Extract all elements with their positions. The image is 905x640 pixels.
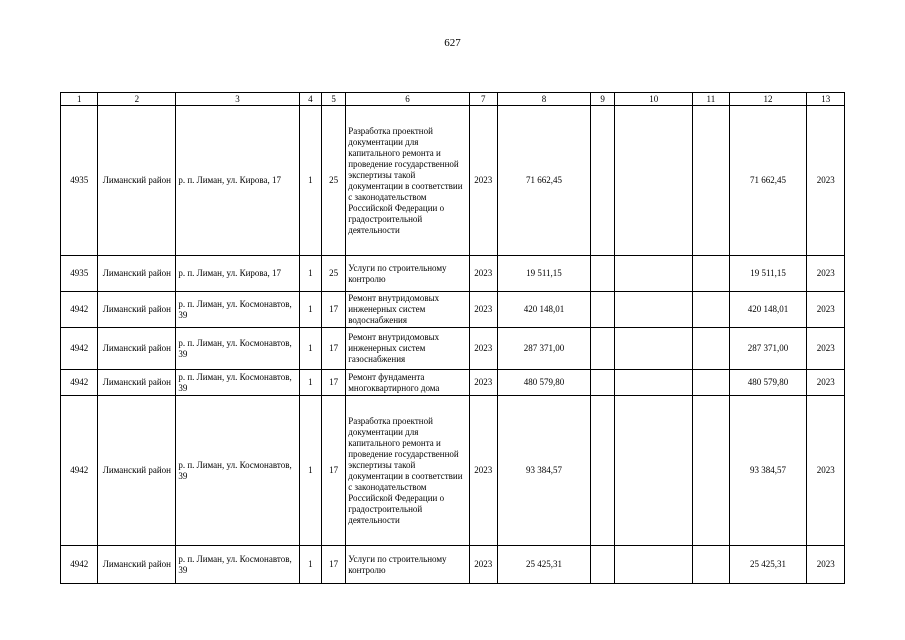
cell-col1: 4935 bbox=[61, 256, 98, 292]
cell-col10 bbox=[615, 328, 693, 370]
cell-col1: 4942 bbox=[61, 292, 98, 328]
cell-col13: 2023 bbox=[807, 256, 845, 292]
header-cell: 4 bbox=[299, 93, 321, 106]
cell-col5: 17 bbox=[321, 328, 345, 370]
cell-col2: Лиманский район bbox=[98, 256, 176, 292]
table-row bbox=[61, 546, 845, 584]
cell-col8: 287 371,00 bbox=[497, 328, 590, 370]
cell-col10 bbox=[615, 292, 693, 328]
header-cell: 13 bbox=[807, 93, 845, 106]
cell-col2: Лиманский район bbox=[98, 292, 176, 328]
cell-col8: 93 384,57 bbox=[497, 396, 590, 546]
cell-col12: 71 662,45 bbox=[729, 106, 807, 256]
cell-col2: Лиманский район bbox=[98, 106, 176, 256]
cell-col9 bbox=[591, 396, 615, 546]
cell-col1: 4942 bbox=[61, 546, 98, 584]
header-cell: 2 bbox=[98, 93, 176, 106]
cell-col6: Услуги по строительному контролю bbox=[346, 546, 469, 584]
table-row bbox=[61, 106, 845, 256]
cell-col2: Лиманский район bbox=[98, 328, 176, 370]
cell-col9 bbox=[591, 256, 615, 292]
cell-col10 bbox=[615, 256, 693, 292]
header-cell: 11 bbox=[693, 93, 729, 106]
table-row bbox=[61, 256, 845, 292]
cell-col6: Разработка проектной документации для капитального ремонта и проведение государственной экспертизы такой документации в соответствии с законодательством Российской Федерации о градостроительной деятельности bbox=[346, 106, 469, 256]
cell-col3: р. п. Лиман, ул. Космонавтов, 39 bbox=[176, 370, 299, 396]
table-row bbox=[61, 370, 845, 396]
cell-col12: 480 579,80 bbox=[729, 370, 807, 396]
header-cell: 8 bbox=[497, 93, 590, 106]
cell-col4: 1 bbox=[299, 546, 321, 584]
cell-col7: 2023 bbox=[469, 370, 497, 396]
cell-col3: р. п. Лиман, ул. Космонавтов, 39 bbox=[176, 396, 299, 546]
header-cell: 9 bbox=[591, 93, 615, 106]
cell-col9 bbox=[591, 106, 615, 256]
cell-col10 bbox=[615, 396, 693, 546]
header-cell: 10 bbox=[615, 93, 693, 106]
cell-col11 bbox=[693, 328, 729, 370]
cell-col5: 25 bbox=[321, 256, 345, 292]
cell-col1: 4935 bbox=[61, 106, 98, 256]
header-cell: 1 bbox=[61, 93, 98, 106]
cell-col12: 25 425,31 bbox=[729, 546, 807, 584]
cell-col5: 17 bbox=[321, 546, 345, 584]
cell-col12: 420 148,01 bbox=[729, 292, 807, 328]
cell-col11 bbox=[693, 396, 729, 546]
cell-col3: р. п. Лиман, ул. Космонавтов, 39 bbox=[176, 546, 299, 584]
cell-col7: 2023 bbox=[469, 328, 497, 370]
cell-col3: р. п. Лиман, ул. Космонавтов, 39 bbox=[176, 292, 299, 328]
header-cell: 6 bbox=[346, 93, 469, 106]
cell-col8: 25 425,31 bbox=[497, 546, 590, 584]
cell-col9 bbox=[591, 546, 615, 584]
page-number: 627 bbox=[444, 37, 461, 49]
cell-col9 bbox=[591, 328, 615, 370]
cell-col2: Лиманский район bbox=[98, 396, 176, 546]
cell-col1: 4942 bbox=[61, 328, 98, 370]
cell-col13: 2023 bbox=[807, 292, 845, 328]
cell-col5: 17 bbox=[321, 292, 345, 328]
cell-col13: 2023 bbox=[807, 328, 845, 370]
cell-col5: 17 bbox=[321, 370, 345, 396]
cell-col7: 2023 bbox=[469, 396, 497, 546]
cell-col4: 1 bbox=[299, 396, 321, 546]
cell-col3: р. п. Лиман, ул. Космонавтов, 39 bbox=[176, 328, 299, 370]
cell-col12: 93 384,57 bbox=[729, 396, 807, 546]
register-table bbox=[60, 92, 845, 584]
cell-col10 bbox=[615, 546, 693, 584]
cell-col4: 1 bbox=[299, 292, 321, 328]
cell-col5: 17 bbox=[321, 396, 345, 546]
cell-col8: 480 579,80 bbox=[497, 370, 590, 396]
cell-col13: 2023 bbox=[807, 370, 845, 396]
cell-col11 bbox=[693, 256, 729, 292]
cell-col1: 4942 bbox=[61, 370, 98, 396]
header-cell: 5 bbox=[321, 93, 345, 106]
cell-col7: 2023 bbox=[469, 106, 497, 256]
cell-col11 bbox=[693, 370, 729, 396]
cell-col10 bbox=[615, 370, 693, 396]
cell-col9 bbox=[591, 370, 615, 396]
cell-col3: р. п. Лиман, ул. Кирова, 17 bbox=[176, 106, 299, 256]
cell-col6: Ремонт внутридомовых инженерных систем водоснабжения bbox=[346, 292, 469, 328]
header-cell: 3 bbox=[176, 93, 299, 106]
cell-col4: 1 bbox=[299, 370, 321, 396]
cell-col6: Услуги по строительному контролю bbox=[346, 256, 469, 292]
cell-col2: Лиманский район bbox=[98, 370, 176, 396]
cell-col7: 2023 bbox=[469, 546, 497, 584]
header-cell: 7 bbox=[469, 93, 497, 106]
cell-col10 bbox=[615, 106, 693, 256]
cell-col7: 2023 bbox=[469, 256, 497, 292]
table-row bbox=[61, 292, 845, 328]
cell-col4: 1 bbox=[299, 256, 321, 292]
cell-col2: Лиманский район bbox=[98, 546, 176, 584]
cell-col13: 2023 bbox=[807, 106, 845, 256]
cell-col6: Разработка проектной документации для капитального ремонта и проведение государственной экспертизы такой документации в соответствии с законодательством Российской Федерации о градостроительной деятельности bbox=[346, 396, 469, 546]
cell-col7: 2023 bbox=[469, 292, 497, 328]
cell-col4: 1 bbox=[299, 328, 321, 370]
cell-col11 bbox=[693, 106, 729, 256]
cell-col13: 2023 bbox=[807, 546, 845, 584]
cell-col9 bbox=[591, 292, 615, 328]
header-cell: 12 bbox=[729, 93, 807, 106]
cell-col8: 71 662,45 bbox=[497, 106, 590, 256]
cell-col1: 4942 bbox=[61, 396, 98, 546]
cell-col12: 19 511,15 bbox=[729, 256, 807, 292]
cell-col4: 1 bbox=[299, 106, 321, 256]
cell-col13: 2023 bbox=[807, 396, 845, 546]
cell-col5: 25 bbox=[321, 106, 345, 256]
table-row bbox=[61, 396, 845, 546]
cell-col6: Ремонт фундамента многоквартирного дома bbox=[346, 370, 469, 396]
cell-col8: 19 511,15 bbox=[497, 256, 590, 292]
cell-col11 bbox=[693, 292, 729, 328]
header-row bbox=[61, 93, 845, 106]
cell-col6: Ремонт внутридомовых инженерных систем газоснабжения bbox=[346, 328, 469, 370]
cell-col8: 420 148,01 bbox=[497, 292, 590, 328]
cell-col3: р. п. Лиман, ул. Кирова, 17 bbox=[176, 256, 299, 292]
cell-col11 bbox=[693, 546, 729, 584]
table-row bbox=[61, 328, 845, 370]
cell-col12: 287 371,00 bbox=[729, 328, 807, 370]
